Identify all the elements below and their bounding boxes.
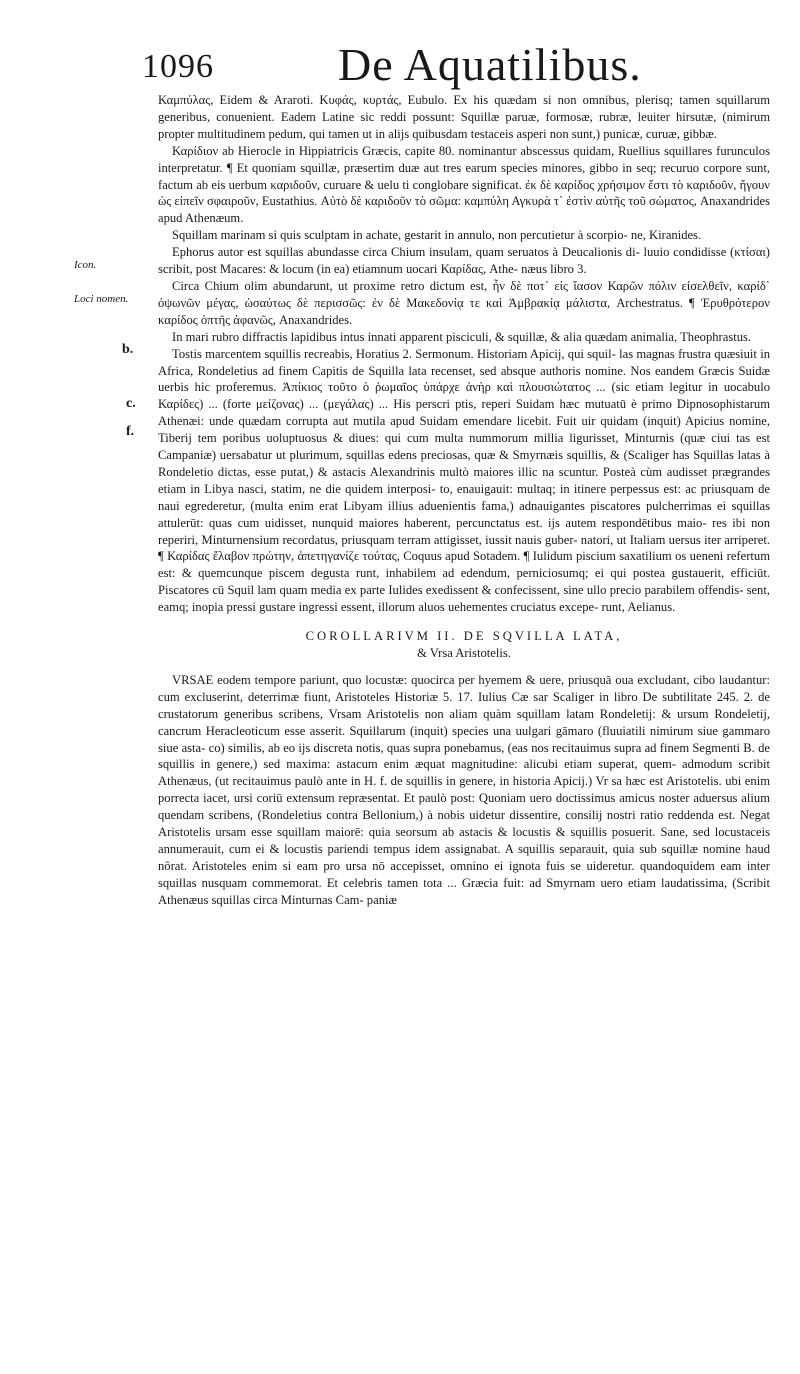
paragraph: Ephorus autor est squillas abundasse circa Chium insulam, quam seruatos à Deucalionis di- luuio condidisse (κτίσαι) scribit, post Macares: & locum (in ea) etiamnum uocari Καρίδας, Athe- næus libro 3. [158,245,770,277]
paragraph: In mari rubro diffractis lapidibus intus innati apparent pisciculi, & squillæ, & alia quædam animalia, Theophrastus. [172,329,752,344]
margin-letter-b: b. [122,342,134,357]
margin-note-loci-nomen: Loci nomen. [74,293,129,305]
paragraph: Καμπύλας, Eidem & Araroti. Κυφάς, κυρτάς, Eubulo. Ex his quædam si non omnibus, plerisq; tamen squillarum generibus, conuenient. Eadem Latine sic reddi possunt: Squillæ paruæ, formosæ, rubræ, leuiter hirsutæ, (nimirum propter multitudinem pedum, qui tamen ut in alijs quibusdam testaceis asperi non sunt,) punicæ, curuæ, gibbæ. [158,93,770,141]
paragraph: VRSAE eodem tempore pariunt, quo locustæ: quocirca per hyemem & uere, priusquā oua excludant, cibo laudantur: cum excluserint, deterrimæ fiunt, Aristoteles Historiæ 5. 17. Iulius Cæ sar Scaliger in libro De subtilitate 245. 2. de crustatorum generibus scribens, Vrsam Aristotelis non aliam quàm squillam latam Rondeletij: & ursum Rondeletij, cancrum Heracleoticum esse asserit. Squillarum (inquit) species una uulgari gāmaro (fluuiatili nimirum siue gammaro siue asta- co) similis, ab eo ijs discreta notis, quas supra ponebamus, (eas nos recitauimus supra ad finem Segmenti B. de squillis in genere,) sed maxima: astacum enim æquat magnitudine: alicubi etiam superat, quem- admodum scribit Athenæus, (ut recitauimus paulò ante in H. f. de squillis in genere, in historia Apicij.) Vr sa hæc est Aristotelis. ubi enim porrecta iacet, ursi coriū extensum repræsentat. Et paulò post: Quoniam uero doctissimus amicus noster aduersus alium quendam scribens, (Rondeletius contra Bellonium,) à nobis uidetur dissentire, consilij nostri ratio reddenda est. Negat Aristotelis ursam esse squillam maiorē: quia seorsum ab astacis & locustis & squillis posuerit. Sane, sed locustaceis annumerauit, cum ei & locustis pariendi tempus idem assignabat. A squillis separauit, quia sub squillæ nomine haud nôrat. Aristoteles enim si eam pro ursa nō accepisset, omnino ei ignota fuis se uideretur. quandoquidem eam inter squillas nusquam commemorat. Et celebris tamen tota ... Græcia fuit: ad Smyrnam uero etiam laudatissima, (Scribit Athenæus squillas circa Minturnas Cam- paniæ [158,672,770,907]
section-subheading: & Vrsa Aristotelis. [417,646,511,660]
margin-letter-f: f. [126,424,135,439]
paragraph: Circa Chium olim abundarunt, ut proxime retro dictum est, ἦν δὲ ποτ᾽ εἰς ἴασον Καρῶν πόλιν εἰσελθεῖν, καρίδ᾽ ὀψωνῶν μέγας, ὡσαύτως δὲ περισσῶς: ἐν δὲ Μακεδονίᾳ τε καὶ Ἀμβρακίᾳ μάλιστα, Archestratus. ¶ Ἐρυθρότερον καρίδος ὀπτῆς ἀφανῶς, Anaxandrides. [158,278,770,327]
paragraph: Καρίδιον ab Hierocle in Hippiatricis Græcis, capite 80. nominantur abscessus quidam, Ruellius squillares furunculos interpretatur. ¶ Et quoniam squillæ, præsertim duæ aut tres earum species minores, gibbo in seq; recuruo corpore sunt, factum ab eis uerbum καριδοῦν, curuare & uelu ti conglobare significat. ἐκ δὲ καρίδος χρήσιμον ἔστι τὸ καριδοῦν, ἤγουν ὡς εἰπεῖν σφαιροῦν, Eustathius. Αὐτὸ δὲ καριδοῦν τὸ σῶμα: καμπύλη Αγκυρὰ τ᾽ ἐστὶν αὐτῆς τοῦ σώματος, Anaxandrides apud Athenæum. [158,143,770,226]
section-heading: COROLLARIVM II. DE SQVILLA LATA, [305,629,623,644]
page-bottom-margin [0,1210,800,1374]
paragraph: Squillam marinam si quis sculptam in achate, gestarit in annulo, non percutietur à scorpio- ne, Kiranides. [172,228,702,243]
page-header [138,38,758,98]
running-title: De Aquatilibus. [338,39,642,90]
margin-note-icon: Icon. [74,259,97,271]
margin-letter-c: c. [126,396,136,411]
main-text [158,92,770,909]
paragraph: Tostis marcentem squillis recreabis, Horatius 2. Sermonum. Historiam Apicij, qui squil- las magnas frustra quæsiuit in Africa, Rondeletius ad finem Capitis de Squilla lata recenset, sed absque authoris nomine. Nos eandem Græcis Suidæ uerbis hic proferemus. Ἀπίκιος τοῦτο ὁ ῥωμαῖος ὑπάρχε ἀνὴρ καὶ πλουσιώτατος ... (sic etiam legitur in uocabulo Καρίδες) ... (forte μείζονας) ... (μεγάλας) ... His perscri ptis, reperi Suidam hæc mutuatū è primo Dipnosophistarum Athenæi: unde quædam corrupta aut mutila apud Suidam emendare licebit. Fuit uir quidam (inquit) Apicius nomine, Tiberij tem poribus uoluptuosus & diues: qui cum multa nummorum millia ligurisset, Minturnis (quæ ciui tas est Campaniæ) uersabatur ut plurimum, squillas edens preciosas, quæ & Smyrnæis squillis, & (Scaliger has Squillas latas à Rondeletio dictas, esse putat,) & astacis Alexandrinis multò maiores illic na scuntur. Posteà cùm audisset prægrandes etiam in Libya nasci, statim, ne die quidem interposi- to, enauigauit: multaq; in itinere perpessus est: ac priusquam de naui egrederetur, (multa enim erat Libyam illius aduenientis fama,) adnauigantes piscatores pulcherrimas ei squillas attulerūt: quas cum uidisset, nunquid maiores haberent, percunctatus est. ijs autem respondētibus maio- res ibi non reperiri, Minturnensium recordatus, priusquam terram attigisset, iussit nauis guber- natori, ut Italiam uersus iter arriperet. ¶ Καρίδας ἔλαβον πρώτην, ἀπετηγανίζε τούτας, Coquus apud Sotadem. ¶ Iulidum piscium saxatilium os ueneni refertum est: & quemcunque piscem degusta runt, inhabilem ad edendum, perniciosumq; ei qui postea gustauerit, efficiūt. Piscatores cū Squil lam quam media ex parte Iulides exedissent & confecissent, sine ullo precio parabilem offendis- sent, eamq; inopia pressi gustare ingressi essent, illorum aluos uehementes cruciatus excepe- runt, Aelianus. [158,346,770,615]
page-number: 1096 [142,48,214,85]
